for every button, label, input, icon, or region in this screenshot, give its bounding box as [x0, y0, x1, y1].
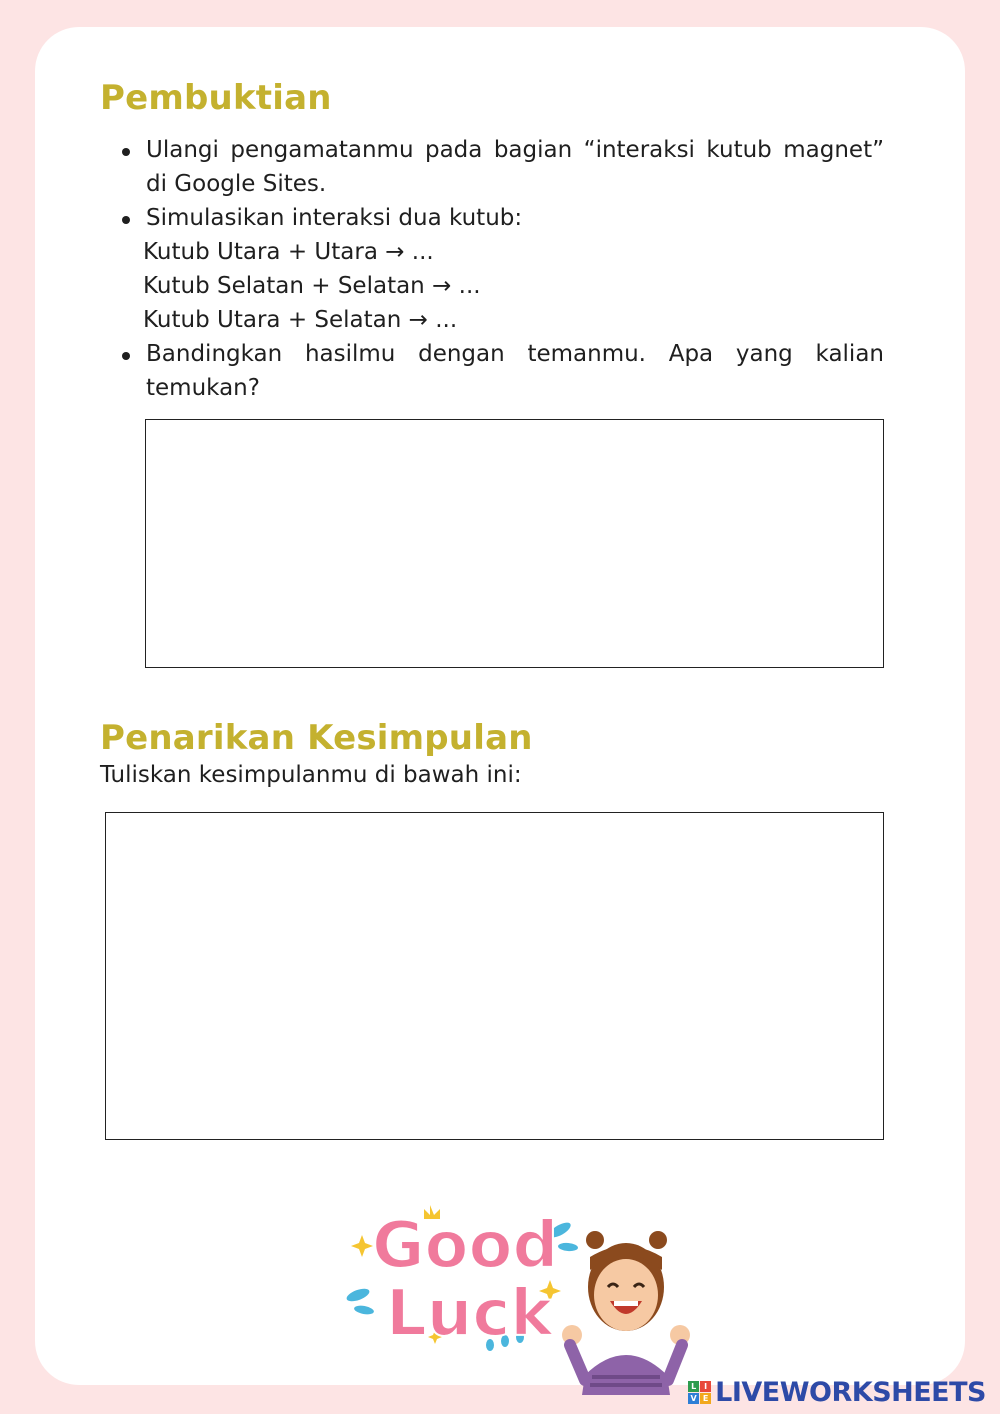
comparison-answer-box[interactable] [145, 419, 884, 668]
good-luck-illustration [340, 1195, 700, 1395]
simulation-line: Kutub Utara + Utara → ... [143, 239, 434, 265]
girl-icon [562, 1231, 690, 1395]
logo-letter: I [700, 1381, 711, 1392]
instruction-item [146, 337, 884, 405]
instruction-item [146, 133, 884, 201]
simulation-line: Kutub Selatan + Selatan → ... [143, 273, 481, 299]
brand-logo-icon [688, 1381, 711, 1404]
instruction-text: Ulangi pengamatanmu pada bagian “interaksi kutub magnet” di Google Sites. [146, 137, 884, 197]
instruction-item [143, 201, 884, 337]
instruction-list [143, 133, 884, 405]
section-heading-kesimpulan: Penarikan Kesimpulan [100, 718, 533, 758]
instruction-text: Simulasikan interaksi dua kutub: [146, 205, 523, 231]
logo-letter: L [688, 1381, 699, 1392]
logo-letter: V [688, 1393, 699, 1404]
liveworksheets-brand [688, 1377, 986, 1408]
luck-text: Luck [386, 1277, 553, 1351]
brand-name: LIVEWORKSHEETS [715, 1377, 986, 1408]
good-text: Good [372, 1209, 559, 1283]
instruction-text: Bandingkan hasilmu dengan temanmu. Apa yang kalian temukan? [146, 341, 884, 401]
conclusion-instruction: Tuliskan kesimpulanmu di bawah ini: [100, 762, 522, 788]
section-heading-pembuktian: Pembuktian [100, 78, 332, 118]
conclusion-answer-box[interactable] [105, 812, 884, 1140]
logo-letter: E [700, 1393, 711, 1404]
simulation-line: Kutub Utara + Selatan → ... [143, 307, 458, 333]
